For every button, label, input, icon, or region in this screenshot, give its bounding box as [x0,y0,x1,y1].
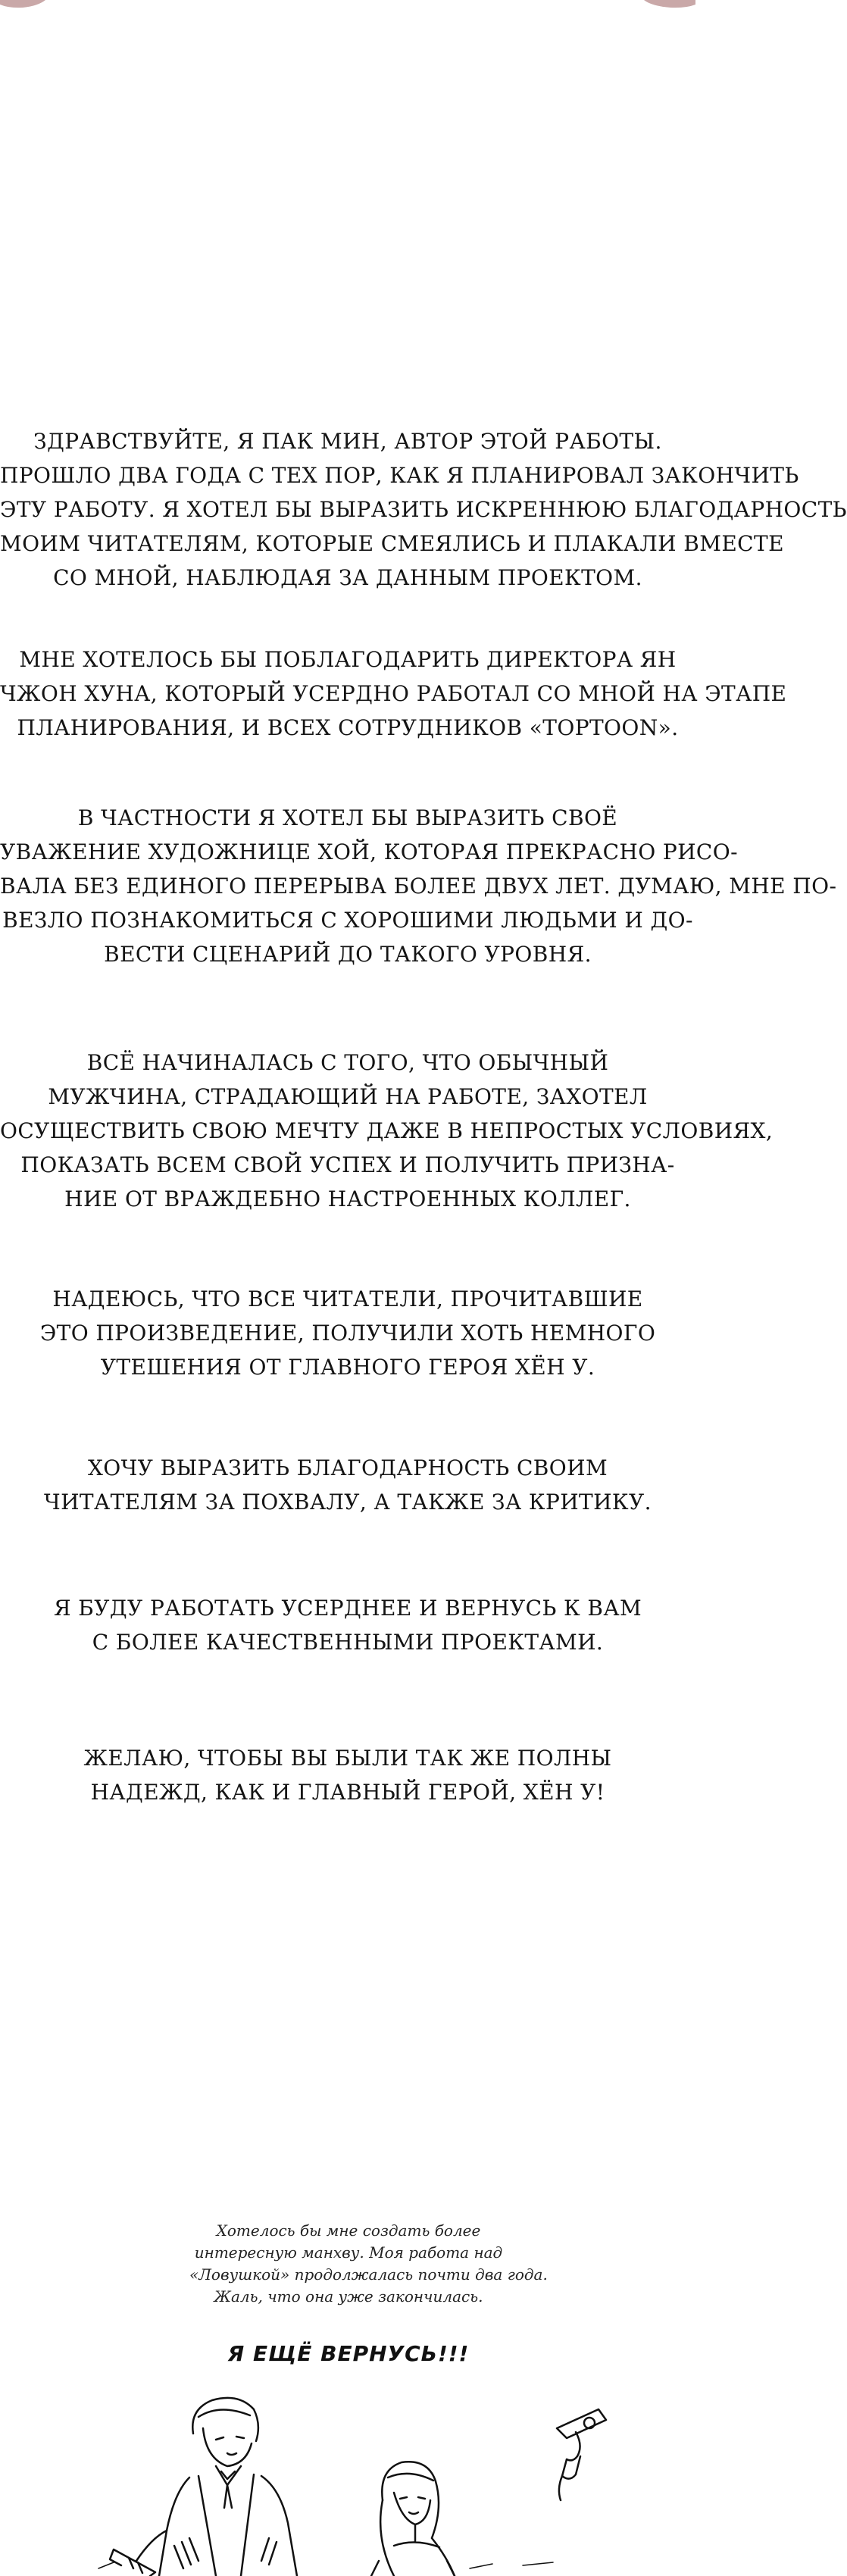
text-line: НАДЕЮСЬ, ЧТО ВСЕ ЧИТАТЕЛИ, ПРОЧИТАВШИЕ [52,1286,643,1311]
text-line: ЧЖОН ХУНА, КОТОРЫЙ УСЕРДНО РАБОТАЛ СО МНОЙ НА ЭТАПЕ [0,681,787,706]
text-line: УВАЖЕНИЕ ХУДОЖНИЦЕ ХОЙ, КОТОРАЯ ПРЕКРАСНО РИСО- [0,839,738,864]
text-line: ВСЁ НАЧИНАЛАСЬ С ТОГО, ЧТО ОБЫЧНЫЙ [86,1050,609,1075]
paragraph-story [0,1046,774,1216]
woman-figure [371,2462,455,2576]
text-line: С БОЛЕЕ КАЧЕСТВЕННЫМИ ПРОЕКТАМИ. [92,1630,604,1655]
man-figure [110,2398,297,2576]
text-line: Я БУДУ РАБОТАТЬ УСЕРДНЕЕ И ВЕРНУСЬ К ВАМ [53,1596,642,1621]
text-line: ЧИТАТЕЛЯМ ЗА ПОХВАЛУ, А ТАКЖЕ ЗА КРИТИКУ. [44,1490,652,1515]
paragraph-greeting [0,424,847,595]
text-line: ВАЛА БЕЗ ЕДИНОГО ПЕРЕРЫВА БОЛЕЕ ДВУХ ЛЕТ. ДУМАЮ, МНЕ ПО- [0,874,837,899]
text-line: УТЕШЕНИЯ ОТ ГЛАВНОГО ГЕРОЯ ХЁН У. [100,1355,595,1380]
paragraph-gratitude [0,1451,695,1519]
text-line: ПОКАЗАТЬ ВСЕМ СВОЙ УСПЕХ И ПОЛУЧИТЬ ПРИЗНА- [20,1152,675,1177]
text-line: ЗДРАВСТВУЙТЕ, Я ПАК МИН, АВТОР ЭТОЙ РАБОТЫ. [33,429,662,454]
note-line: Жаль, что она уже закончилась. [214,2287,483,2306]
text-line: НИЕ ОТ ВРАЖДЕБНО НАСТРОЕННЫХ КОЛЛЕГ. [64,1186,631,1211]
note-line: Хотелось бы мне создать более [216,2221,481,2240]
paragraph-promise [0,1591,695,1659]
closing-shout: Я ЕЩЁ ВЕРНУСЬ!!! [227,2341,470,2366]
paragraph-thanks-director [0,642,787,745]
top-decoration [0,0,695,11]
text-line: ВЕСТИ СЦЕНАРИЙ ДО ТАКОГО УРОВНЯ. [104,942,592,967]
paragraph-thanks-artist [0,801,837,971]
paragraph-wish [0,1741,695,1809]
note-line: интересную манхву. Моя работа над [194,2243,503,2262]
text-line: ПРОШЛО ДВА ГОДА С ТЕХ ПОР, КАК Я ПЛАНИРОВАЛ ЗАКОНЧИТЬ [0,463,799,488]
note-line: «Ловушкой» продолжалась почти два года. [189,2265,548,2284]
text-line: СО МНОЙ, НАБЛЮДАЯ ЗА ДАННЫМ ПРОЕКТОМ. [53,565,642,590]
text-line: ВЕЗЛО ПОЗНАКОМИТЬСЯ С ХОРОШИМИ ЛЮДЬМИ И ДО- [2,908,693,933]
text-line: НАДЕЖД, КАК И ГЛАВНЫЙ ГЕРОЙ, ХЁН У! [90,1780,605,1805]
text-line: ХОЧУ ВЫРАЗИТЬ БЛАГОДАРНОСТЬ СВОИМ [87,1455,608,1480]
closing-note [189,2220,548,2308]
text-line: ЭТО ПРОИЗВЕДЕНИЕ, ПОЛУЧИЛИ ХОТЬ НЕМНОГО [39,1321,656,1346]
text-line: МНЕ ХОТЕЛОСЬ БЫ ПОБЛАГОДАРИТЬ ДИРЕКТОРА ЯН [19,647,677,672]
text-line: МОИМ ЧИТАТЕЛЯМ, КОТОРЫЕ СМЕЯЛИСЬ И ПЛАКАЛИ ВМЕСТЕ [0,531,784,556]
text-line: ПЛАНИРОВАНИЯ, И ВСЕХ СОТРУДНИКОВ «TOPTOON». [17,715,679,740]
paragraph-hope [0,1282,695,1384]
text-line: В ЧАСТНОСТИ Я ХОТЕЛ БЫ ВЫРАЗИТЬ СВОЁ [77,805,618,830]
revolver-icon [557,2409,606,2500]
text-line: ЖЕЛАЮ, ЧТОБЫ ВЫ БЫЛИ ТАК ЖЕ ПОЛНЫ [83,1746,612,1771]
text-line: МУЖЧИНА, СТРАДАЮЩИЙ НА РАБОТЕ, ЗАХОТЕЛ [48,1084,648,1109]
characters-sketch [0,2387,695,2576]
text-line: ЭТУ РАБОТУ. Я ХОТЕЛ БЫ ВЫРАЗИТЬ ИСКРЕННЮЮ БЛАГОДАРНОСТЬ [0,497,847,522]
text-line: ОСУЩЕСТВИТЬ СВОЮ МЕЧТУ ДАЖЕ В НЕПРОСТЫХ УСЛОВИЯХ, [0,1118,774,1143]
